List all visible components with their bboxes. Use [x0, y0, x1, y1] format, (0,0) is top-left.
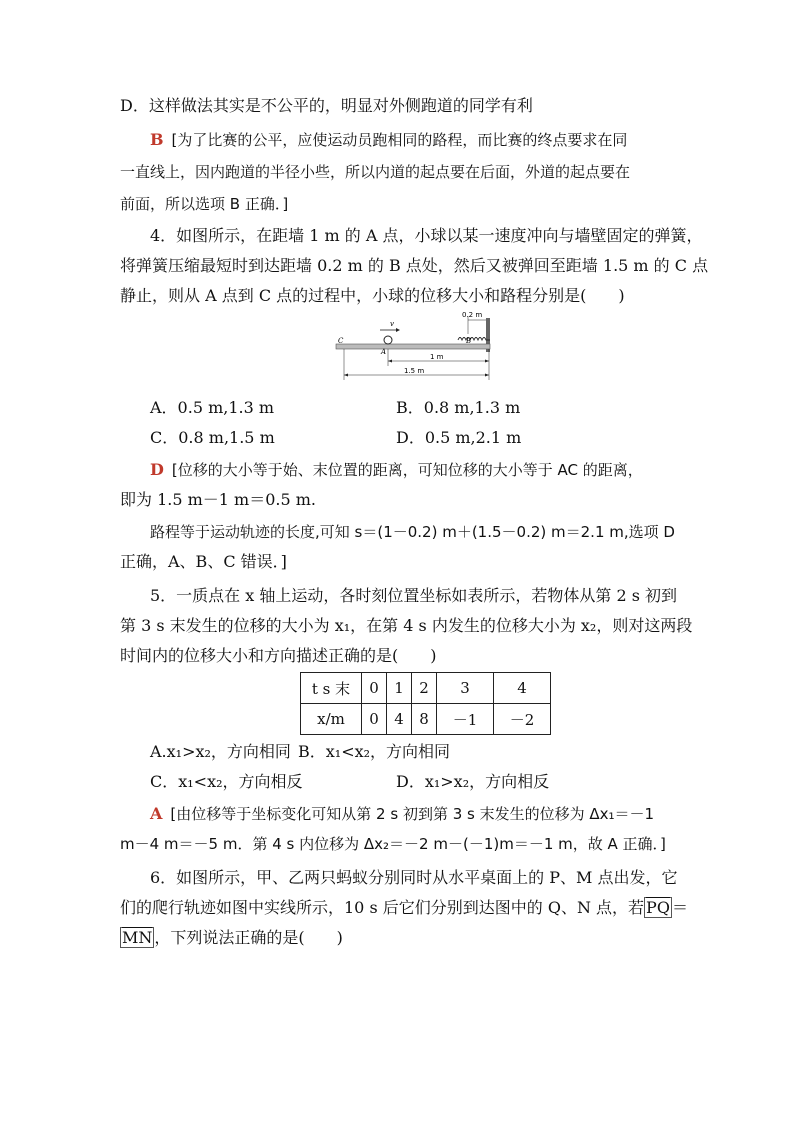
- q4-answer: D: [150, 460, 164, 479]
- table-cell: 4: [494, 673, 551, 704]
- q3-explanation-3: 前面，所以选项 B 正确．]: [120, 195, 289, 213]
- dim-1m-arrow-right: [485, 360, 489, 363]
- label-a: A: [381, 348, 387, 356]
- label-c: C: [338, 337, 344, 345]
- q4-option-b: B．0.8 m,1.3 m: [396, 398, 521, 417]
- q4-stem-1: 4．如图所示，在距墙 1 m 的 A 点，小球以某一速度冲向与墙壁固定的弹簧，: [150, 226, 703, 245]
- q3-option-d: D．这样做法其实是不公平的，明显对外侧跑道的同学有利: [120, 96, 533, 115]
- table-cell: 0: [362, 704, 387, 735]
- label-02m: 0.2 m: [462, 312, 483, 319]
- q5-stem-2: 第 3 s 末发生的位移的大小为 x₁，在第 4 s 内发生的位移大小为 x₂，则对这两段: [120, 616, 693, 635]
- label-1m: 1 m: [430, 353, 444, 361]
- table-cell: 0: [362, 673, 387, 704]
- spring-diagram: [332, 312, 492, 382]
- dim-15m-arrow-left: [344, 374, 348, 377]
- table-cell: －2: [494, 704, 551, 735]
- q6-stem-2: [120, 898, 688, 918]
- q5-stem-1: 5．一质点在 x 轴上运动，各时刻位置坐标如表所示，若物体从第 2 s 初到: [150, 586, 678, 605]
- q5-explanation-1: [由位移等于坐标变化可知从第 2 s 初到第 3 s 末发生的位移为 Δx₁＝－1: [170, 805, 655, 823]
- table-cell: －1: [437, 704, 494, 735]
- q3-answer-line: [150, 130, 627, 150]
- q5-answer: A: [150, 804, 163, 823]
- label-15m: 1.5 m: [404, 367, 425, 375]
- q4-option-c: C．0.8 m,1.5 m: [150, 428, 275, 447]
- velocity-arrowhead: [396, 328, 400, 332]
- q6-stem-1: 6．如图所示，甲、乙两只蚂蚁分别同时从水平桌面上的 P、M 点出发，它: [150, 868, 678, 887]
- segment-pq: $\overline{PQ}$: [646, 898, 670, 917]
- spring: [458, 338, 490, 341]
- table-row: [301, 704, 551, 735]
- q5-option-d: D．x₁>x₂，方向相反: [396, 772, 550, 791]
- q5-answer-line: [150, 804, 654, 824]
- table-cell: 3: [437, 673, 494, 704]
- table-cell: 1: [387, 673, 412, 704]
- q5-explanation-2: m－4 m＝－5 m．第 4 s 内位移为 Δx₂＝－2 m－(－1)m＝－1 m，故 A 正确．]: [120, 835, 666, 853]
- q5-stem-3: 时间内的位移大小和方向描述正确的是( ): [120, 646, 437, 665]
- label-b: B: [466, 337, 472, 345]
- q6-stem-3-text: ，下列说法正确的是( ): [154, 928, 343, 947]
- q5-option-a: A.x₁>x₂，方向相同: [150, 742, 291, 761]
- q6-stem-2-text: 们的爬行轨迹如图中实线所示，10 s 后它们分别到达图中的 Q、N 点，若: [120, 898, 645, 917]
- dim-15m-arrow-right: [485, 374, 489, 377]
- q4-stem-2: 将弹簧压缩最短时到达距墙 0.2 m 的 B 点处，然后又被弹回至距墙 1.5 m 的 C 点: [120, 256, 709, 275]
- q4-explanation-3: 路程等于运动轨迹的长度,可知 s＝(1－0.2) m＋(1.5－0.2) m＝2.1 m,选项 D: [150, 523, 675, 541]
- dim-1m-arrow-left: [388, 360, 392, 363]
- segment-mn: $\overline{MN}$: [122, 928, 153, 947]
- q3-answer: B: [150, 130, 164, 149]
- table-cell: 8: [412, 704, 437, 735]
- position-table: [300, 672, 551, 735]
- q5-option-c: C．x₁<x₂，方向相反: [150, 772, 303, 791]
- q4-stem-3: 静止，则从 A 点到 C 点的过程中，小球的位移大小和路程分别是( ): [120, 286, 625, 305]
- q4-option-a: A．0.5 m,1.3 m: [150, 398, 275, 417]
- table-cell: 4: [387, 704, 412, 735]
- q6-stem-3: [120, 928, 343, 948]
- table-row: [301, 673, 551, 704]
- q4-option-d: D．0.5 m,2.1 m: [396, 428, 522, 447]
- q3-explanation-1: [为了比赛的公平，应使运动员跑相同的路程，而比赛的终点要求在同: [171, 131, 628, 149]
- ball: [384, 336, 392, 344]
- label-v: v: [390, 320, 394, 328]
- q4-answer-line: [150, 460, 643, 480]
- equals-sign: ＝: [671, 898, 688, 917]
- q5-option-b: B．x₁<x₂，方向相同: [298, 742, 451, 761]
- q4-explanation-1: [位移的大小等于始、末位置的距离，可知位移的大小等于 AC 的距离，: [171, 461, 643, 479]
- table-header-position: x/m: [301, 704, 362, 735]
- table-header-time: t s 末: [301, 673, 362, 704]
- q3-explanation-2: 一直线上，因内跑道的半径小些，所以内道的起点要在后面，外道的起点要在: [120, 163, 631, 181]
- table-cell: 2: [412, 673, 437, 704]
- q4-explanation-2: 即为 1.5 m－1 m＝0.5 m.: [120, 490, 317, 509]
- q4-explanation-4: 正确，A、B、C 错误．]: [120, 552, 287, 571]
